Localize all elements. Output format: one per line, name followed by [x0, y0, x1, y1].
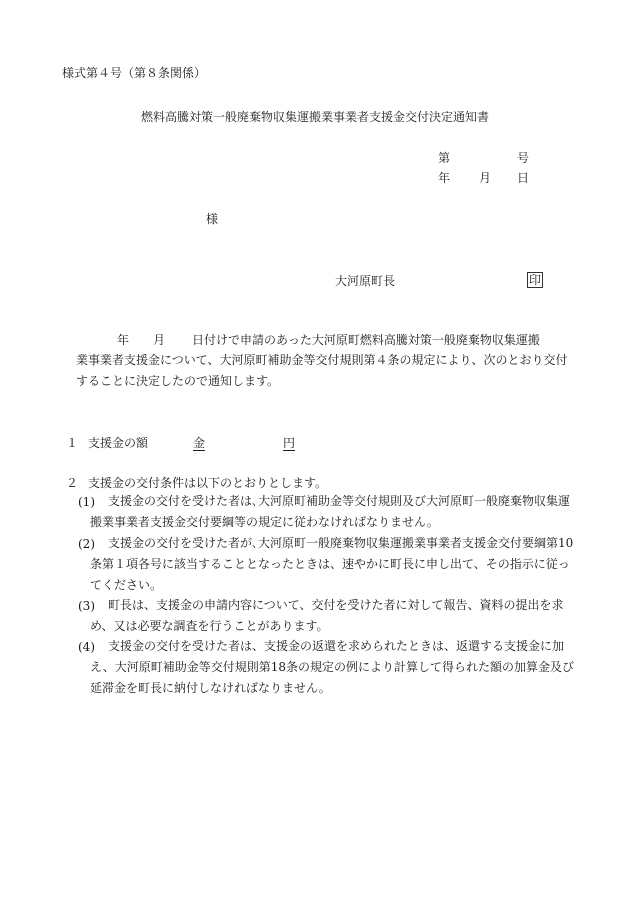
condition-text: 支援金の交付を受けた者は､大河原町補助金等交付規則及び大河原町一般廃棄物収集運搬業事業者支援金交付要綱等の規定に従わなければなりません。 [90, 494, 571, 529]
issuer: 大河原町長 [335, 274, 396, 288]
condition-number: (3) [78, 599, 95, 613]
condition-number: (2) [78, 537, 95, 551]
amount-suffix: 円 [283, 436, 296, 450]
doc-number-suffix: 号 [517, 151, 530, 165]
date-day: 日 [517, 171, 530, 185]
condition-number: (1) [78, 495, 95, 509]
section1-number: １ [66, 436, 79, 450]
doc-number-prefix: 第 [438, 151, 451, 165]
date-month: 月 [479, 171, 492, 185]
condition-text: 支援金の交付を受けた者が､大河原町一般廃棄物収集運搬業事業者支援金交付要綱第10条第１項各号に該当することとなったときは、速やかに町長に申し出て、その指示に従ってください。 [90, 536, 574, 592]
intro-text-line1: 日付けで申請のあった大河原町燃料高騰対策一般廃棄物収集運搬 [192, 333, 540, 347]
section2-label: 支援金の交付条件は以下のとおりとします。 [88, 476, 328, 490]
condition-text: 町長は、支援金の申請内容について、交付を受けた者に対して報告、資料の提出を求め、又は必要な調査を行うことがあります。 [90, 598, 564, 633]
intro-text-rest: 業事業者支援金について、大河原町補助金等交付規則第４条の規定により、次のとおり交付することに決定したので通知します。 [76, 353, 568, 388]
amount-prefix: 金 [193, 436, 206, 450]
date-year: 年 [438, 171, 451, 185]
intro-year: 年 [117, 333, 130, 347]
seal-label: 印 [529, 273, 542, 287]
amount-field [193, 435, 295, 451]
document-title: 燃料高騰対策一般廃棄物収集運搬業事業者支援金交付決定通知書 [140, 110, 489, 124]
section2-number: ２ [66, 476, 79, 490]
seal-mark [527, 272, 543, 288]
condition-text: 支援金の交付を受けた者は、支援金の返還を求められたときは、返還する支援金に加え、大河原町補助金等交付規則第18条の規定の例により計算して得られた額の加算金及び延滞金を町長に納付しなければなりません。 [90, 639, 574, 695]
intro-month: 月 [153, 333, 166, 347]
form-label: 様式第４号（第８条関係） [62, 66, 207, 80]
addressee-honorific: 様 [206, 212, 219, 226]
condition-number: (4) [78, 640, 95, 654]
section1-label: 支援金の額 [88, 436, 149, 450]
